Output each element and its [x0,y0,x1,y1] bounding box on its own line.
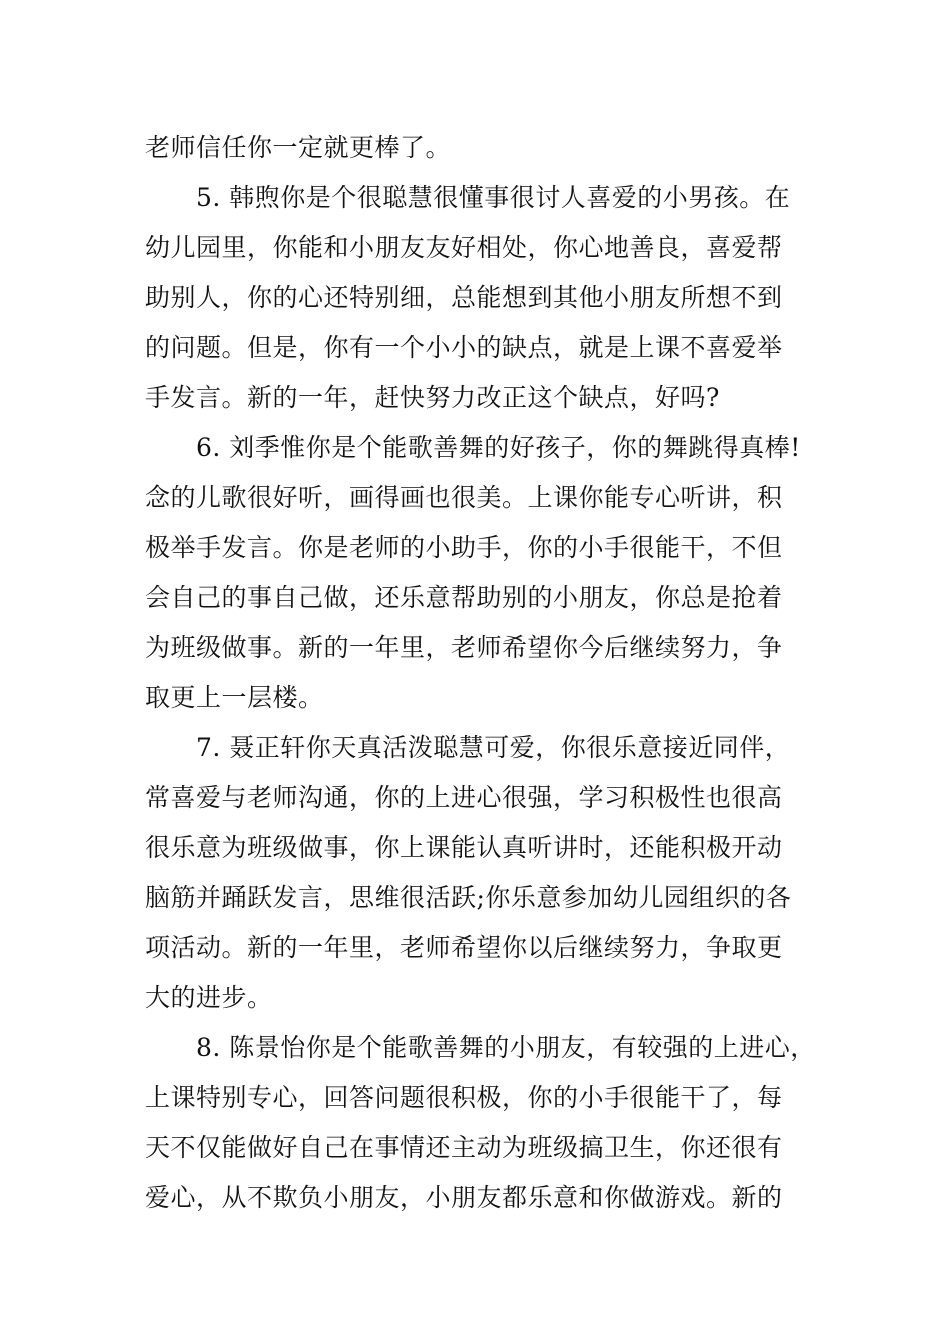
text-line: 上课特别专心，回答问题很积极，你的小手很能干了，每 [145,1083,783,1112]
paragraph-start-7: 7. 聂正轩你天真活泼聪慧可爱，你很乐意接近同伴， [196,733,791,762]
text-line: 念的儿歌很好听，画得画也很美。上课你能专心听讲，积 [145,483,783,512]
text-line: 项活动。新的一年里，老师希望你以后继续努力，争取更 [145,933,783,962]
text-line: 助别人，你的心还特别细，总能想到其他小朋友所想不到 [145,283,783,312]
text-line: 幼儿园里，你能和小朋友友好相处，你心地善良，喜爱帮 [145,233,783,262]
text-line: 很乐意为班级做事，你上课能认真听讲时，还能积极开动 [145,833,783,862]
text-line: 取更上一层楼。 [145,683,324,712]
paragraph-start-8: 8. 陈景怡你是个能歌善舞的小朋友，有较强的上进心， [196,1033,816,1062]
text-line: 大的进步。 [145,983,273,1012]
paragraph-start-5: 5. 韩煦你是个很聪慧很懂事很讨人喜爱的小男孩。在 [196,183,791,212]
text-line: 为班级做事。新的一年里，老师希望你今后继续努力，争 [145,633,783,662]
text-line: 常喜爱与老师沟通，你的上进心很强，学习积极性也很高 [145,783,783,812]
text-line: 爱心，从不欺负小朋友，小朋友都乐意和你做游戏。新的 [145,1183,783,1212]
text-line: 老师信任你一定就更棒了。 [145,133,452,162]
text-line: 手发言。新的一年，赶快努力改正这个缺点，好吗? [145,383,720,412]
text-line: 极举手发言。你是老师的小助手，你的小手很能干，不但 [145,533,783,562]
paragraph-start-6: 6. 刘季惟你是个能歌善舞的好孩子，你的舞跳得真棒! [196,433,801,462]
text-line: 脑筋并踊跃发言，思维很活跃;你乐意参加幼儿园组织的各 [145,883,792,912]
text-line: 的问题。但是，你有一个小小的缺点，就是上课不喜爱举 [145,333,783,362]
text-line: 会自己的事自己做，还乐意帮助别的小朋友，你总是抢着 [145,583,783,612]
text-line: 天不仅能做好自己在事情还主动为班级搞卫生，你还很有 [145,1133,783,1162]
